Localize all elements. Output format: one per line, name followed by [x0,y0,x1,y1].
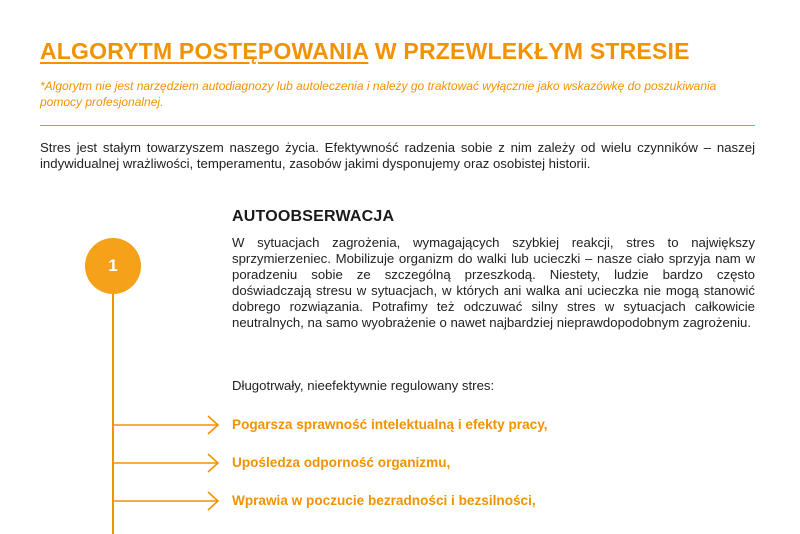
page-title [40,38,690,65]
list-item: Wprawia w poczucie bezradności i bezsilności, [232,493,536,508]
step-number-badge: 1 [85,238,141,294]
section-body-text: W sytuacjach zagrożenia, wymagających szybkiej reakcji, stres to największy sprzymierzeniec. Mobilizuje organizm do walki lub ucieczki – nasze ciało sprzyja nam w poradzeniu sobie ze szczególną przeszkodą. Niestety, ludzie bardzo często doświadczają stresu w sytuacjach, w których ani walka ani ucieczka nie mogą stanowić dobrego rozwiązania. Potrafimy też odczuwać silny stres w sytuacjach całkowicie neutralnych, na samo wyobrażenie o nawet najbardziej nieprawdopodobnym zagrożeniu. [232,235,755,330]
page-title-underlined: ALGORYTM POSTĘPOWANIA [40,38,369,64]
header-divider [40,125,755,126]
branch-arrow-icon [113,489,233,513]
page-title-rest: W PRZEWLEKŁYM STRESIE [368,38,690,64]
branch-arrow-icon [113,413,233,437]
list-item: Upośledza odporność organizmu, [232,455,451,470]
branch-arrow-icon [113,451,233,475]
intro-paragraph: Stres jest stałym towarzyszem naszego życia. Efektywność radzenia sobie z nim zależy od wielu czynników – naszej indywidualnej wrażliwości, temperamentu, zasobów jakimi dysponujemy oraz osobistej historii. [40,140,755,171]
list-lead-text: Długotrwały, nieefektywnie regulowany stres: [232,378,495,393]
section-heading: AUTOOBSERWACJA [232,208,395,225]
disclaimer-note: *Algorytm nie jest narzędziem autodiagnozy lub autoleczenia i należy go traktować wyłącznie jako wskazówkę do poszukiwania pomocy profesjonalnej. [40,79,717,109]
list-item: Pogarsza sprawność intelektualną i efekty pracy, [232,417,548,432]
